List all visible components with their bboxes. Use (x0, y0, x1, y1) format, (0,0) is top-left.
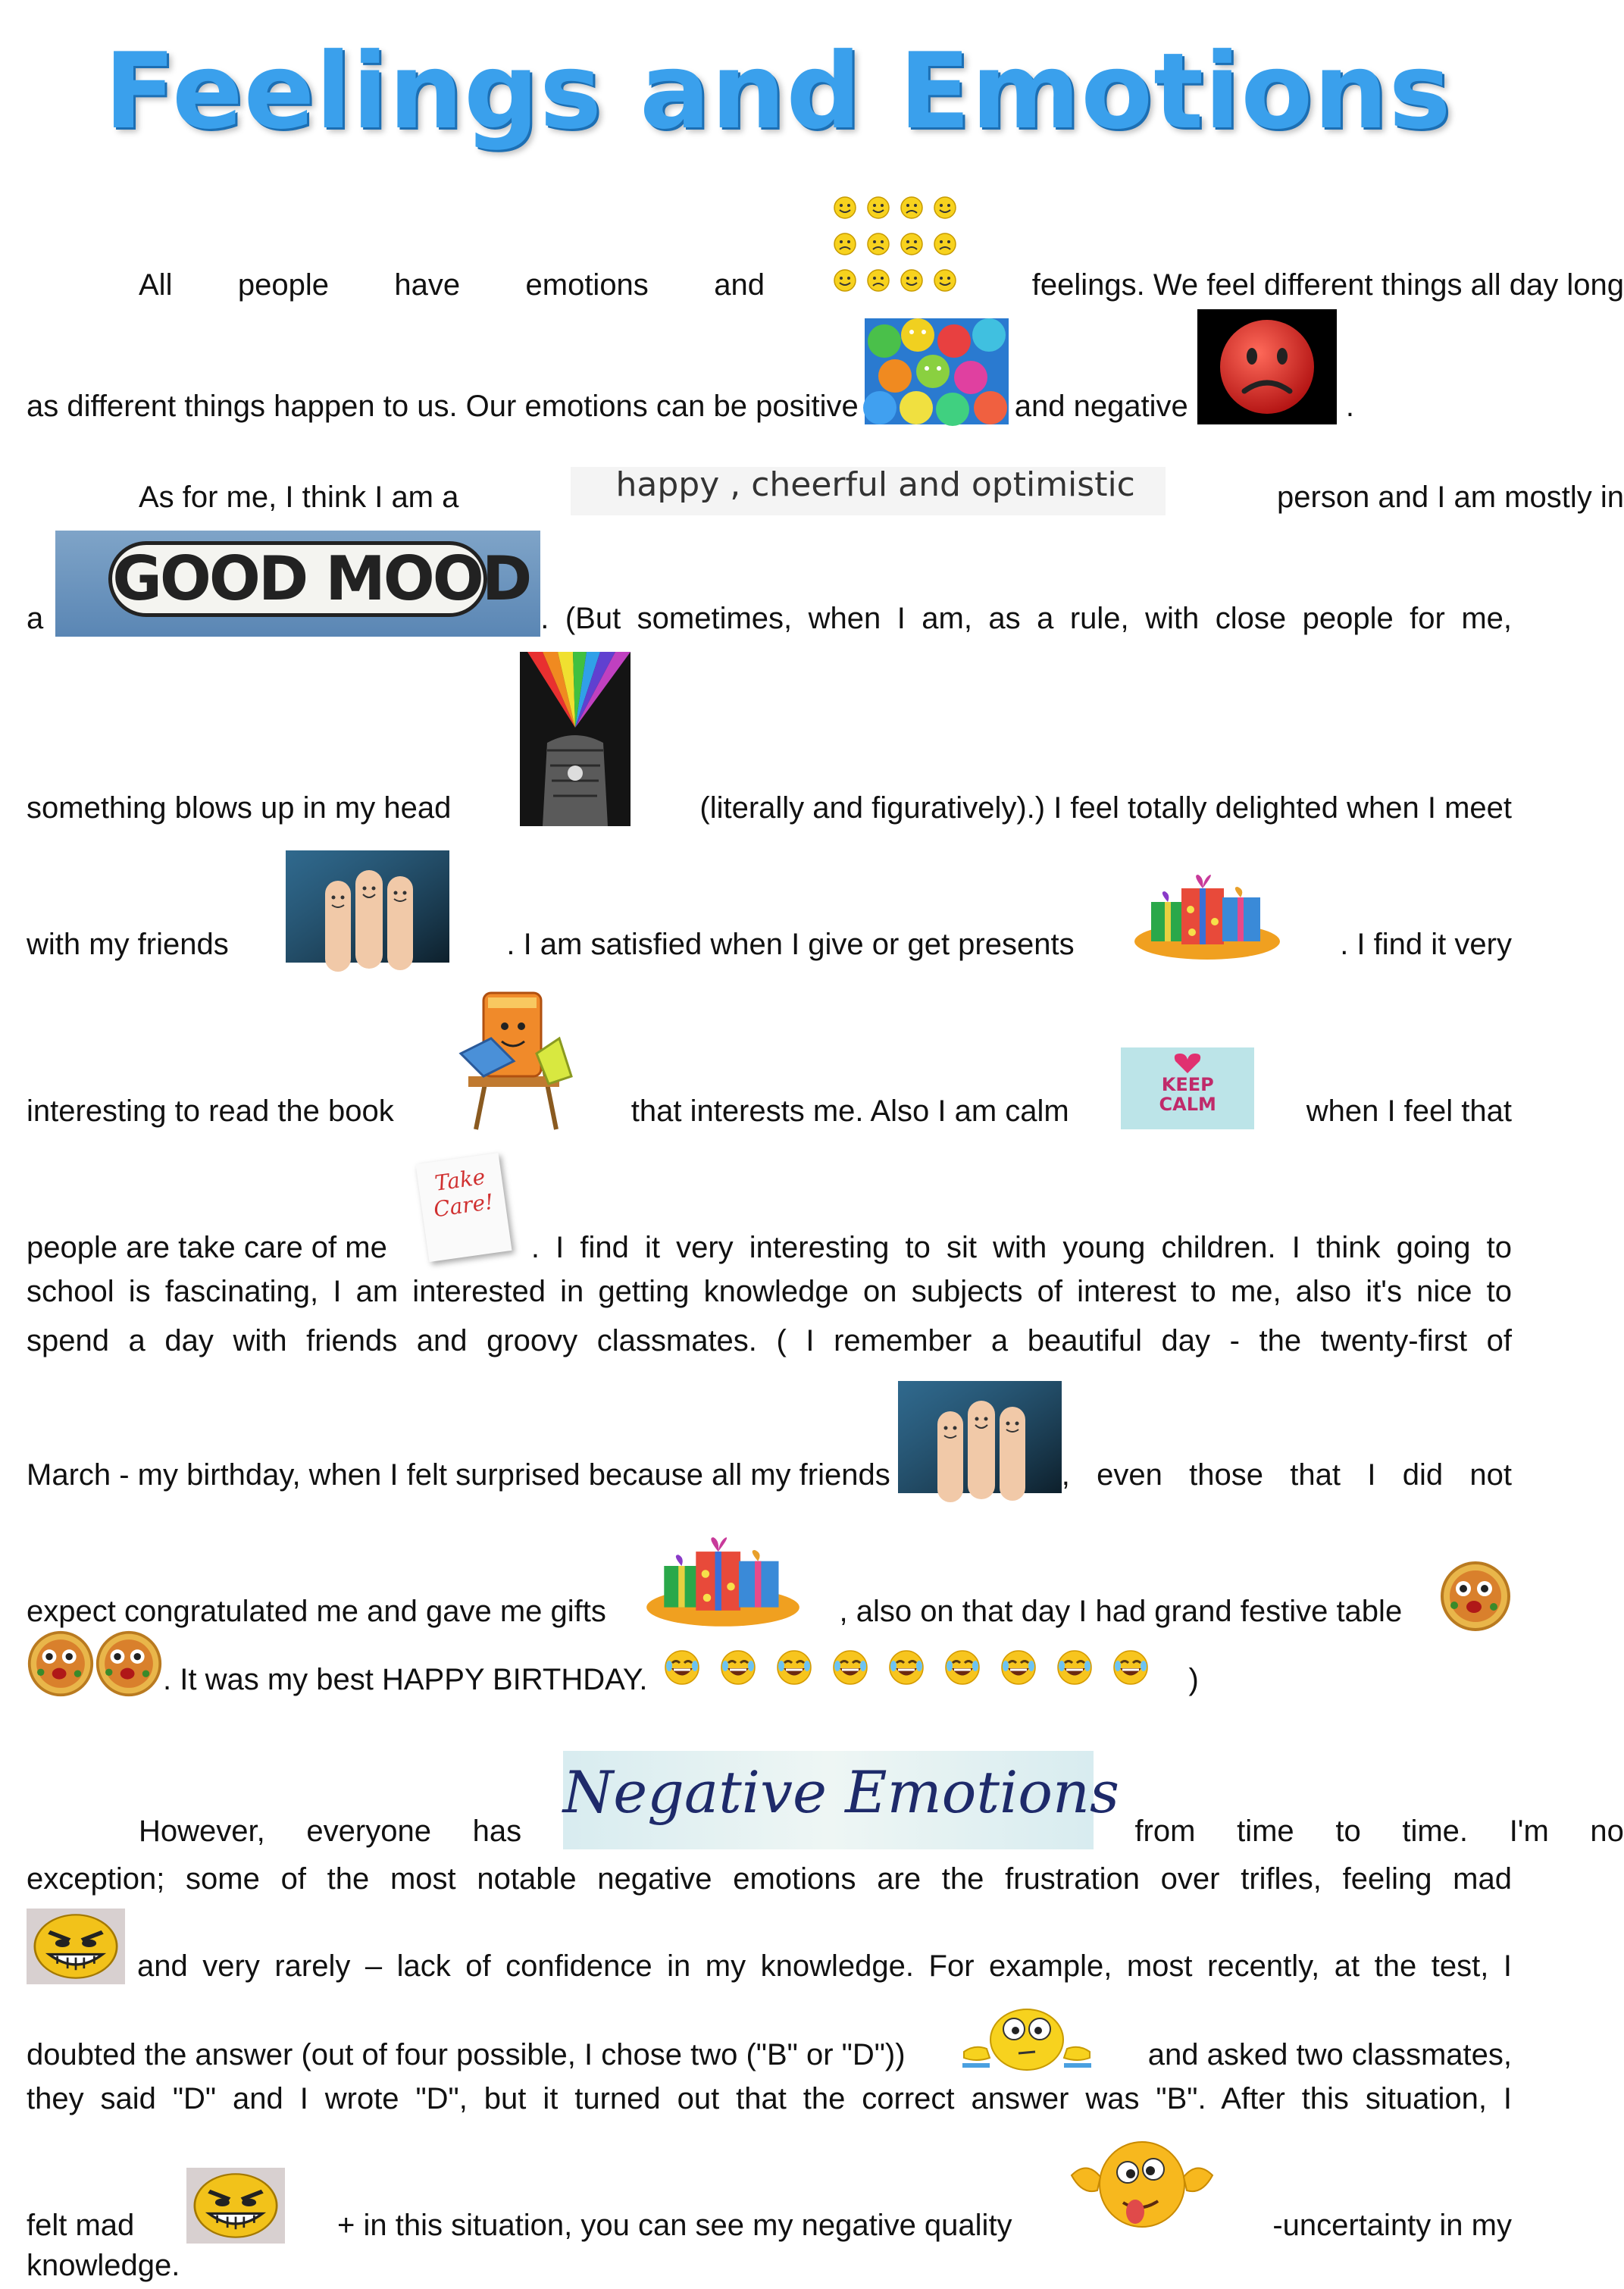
line-4 (27, 523, 1512, 637)
text: and very rarely – lack of confidence in my knowledge. For example, most recently, at the test, I (137, 1949, 1512, 1983)
rainbow-head-icon (520, 652, 631, 826)
angry-grin-icon (186, 2168, 285, 2244)
text: person and I am mostly in (1277, 481, 1624, 514)
line-5 (27, 644, 1512, 826)
line-8 (27, 1137, 1512, 1266)
line-15: exception; some of the most notable negative emotions are the frustration over trifles, feeling mad (27, 1862, 1512, 1896)
take-care-line-1: Take (433, 1163, 487, 1196)
text: . It was my best HAPPY BIRTHDAY. (163, 1663, 648, 1696)
text: has (472, 1815, 522, 1848)
good-mood-text: GOOD MOOD (108, 541, 487, 617)
text: everyone (306, 1815, 431, 1848)
text: to (1335, 1815, 1361, 1848)
negative-emotions-text: Negative Emotions (562, 1758, 1119, 1826)
text: with my friends (27, 928, 229, 961)
line-19 (27, 2122, 1512, 2244)
reading-book-icon (446, 978, 579, 1129)
take-care-note-icon (415, 1152, 513, 1266)
confused-emoji-icon (959, 1997, 1094, 2073)
line-10: spend a day with friends and groovy classmates. ( I remember a beautiful day - the twenty-first of (27, 1324, 1512, 1357)
text: All (139, 268, 173, 302)
text: + in this situation, you can see my negative quality (337, 2209, 1012, 2242)
personality-badge: happy , cheerful and optimistic (571, 467, 1166, 515)
keep-calm-icon (1121, 1047, 1254, 1129)
line-18: they said "D" and I wrote "D", but it turned out that the correct answer was "B". After this situation, I (27, 2082, 1512, 2115)
pizza-face-icon (95, 1630, 163, 1698)
keep-calm-line-1: KEEP (1161, 1074, 1214, 1095)
text: . I am satisfied when I give or get presents (506, 928, 1075, 961)
text: time (1237, 1815, 1294, 1848)
line-17 (27, 1990, 1512, 2073)
line-9: school is fascinating, I am interested in getting knowledge on subjects of interest to me, also it's nice to (27, 1275, 1512, 1308)
text: . (1345, 390, 1354, 423)
finger-faces-icon (898, 1381, 1062, 1493)
text: , also on that day I had grand festive table (839, 1595, 1403, 1628)
text: doubted the answer (out of four possible, I chose two ("B" or "D")) (27, 2038, 906, 2071)
gift-boxes-icon (1131, 872, 1283, 963)
emoji-grid-icon (830, 194, 966, 303)
text: felt mad (27, 2209, 135, 2242)
text: a (27, 602, 44, 635)
text: ) (1188, 1663, 1199, 1696)
line-16 (27, 1902, 1512, 1984)
line-3 (27, 462, 1624, 515)
text: that interests me. Also I am calm (631, 1094, 1069, 1128)
text: I'm (1509, 1815, 1549, 1848)
pizza-face-icon (27, 1630, 95, 1698)
line-20: knowledge. (27, 2249, 180, 2282)
pizza-face-icon (1439, 1560, 1512, 1630)
line-1 (27, 189, 1624, 303)
text: . (But sometimes, when I am, as a rule, with close people for me, (540, 602, 1512, 635)
line-6 (27, 834, 1512, 963)
text: As for me, I think I am a (139, 481, 459, 514)
text: emotions (525, 268, 649, 302)
good-mood-sign (55, 531, 540, 637)
text: no (1590, 1815, 1624, 1848)
line-11 (27, 1372, 1512, 1493)
text: and (714, 268, 765, 302)
colorful-smileys-icon (865, 318, 1009, 424)
text: and negative (1014, 390, 1188, 423)
line-14 (27, 1728, 1624, 1849)
text: . I find it very interesting to sit with young children. I think going to (530, 1231, 1512, 1264)
negative-emotions-banner (562, 1751, 1119, 1849)
tongue-out-emoji-icon (1064, 2130, 1220, 2244)
text: -uncertainty in my (1272, 2209, 1512, 2242)
text: , even those that I did not (1061, 1458, 1512, 1492)
page-title: Feelings and Emotions (104, 30, 1452, 152)
line-7 (27, 970, 1512, 1129)
text: expect congratulated me and gave me gifts (27, 1595, 606, 1628)
text: . I find it very (1340, 928, 1512, 961)
finger-faces-icon (286, 850, 449, 963)
line-2 (27, 296, 1512, 424)
text: time. (1402, 1815, 1469, 1848)
keep-calm-line-2: CALM (1159, 1094, 1216, 1115)
sad-face-icon (1197, 309, 1337, 424)
text: from (1134, 1815, 1196, 1848)
text: However, (139, 1815, 265, 1848)
laughing-emoji-icon (662, 1642, 1170, 1698)
text: people are take care of me (27, 1231, 387, 1264)
text: people (237, 268, 329, 302)
text: interesting to read the book (27, 1094, 394, 1128)
text: (literally and figuratively).) I feel totally delighted when I meet (699, 791, 1512, 825)
text: March - my birthday, when I felt surprised because all my friends (27, 1458, 890, 1492)
text: feelings. We feel different things all day long (1031, 268, 1624, 302)
gift-boxes-icon (643, 1534, 803, 1630)
text: and asked two classmates, (1147, 2038, 1512, 2071)
angry-grin-icon (27, 1909, 125, 1984)
text: when I feel that (1306, 1094, 1512, 1128)
text: something blows up in my head (27, 791, 452, 825)
take-care-line-2: Care! (431, 1188, 496, 1223)
text: have (394, 268, 461, 302)
line-13 (27, 1630, 1512, 1698)
line-12 (27, 1508, 1512, 1630)
text: as different things happen to us. Our emotions can be positive (27, 390, 859, 423)
